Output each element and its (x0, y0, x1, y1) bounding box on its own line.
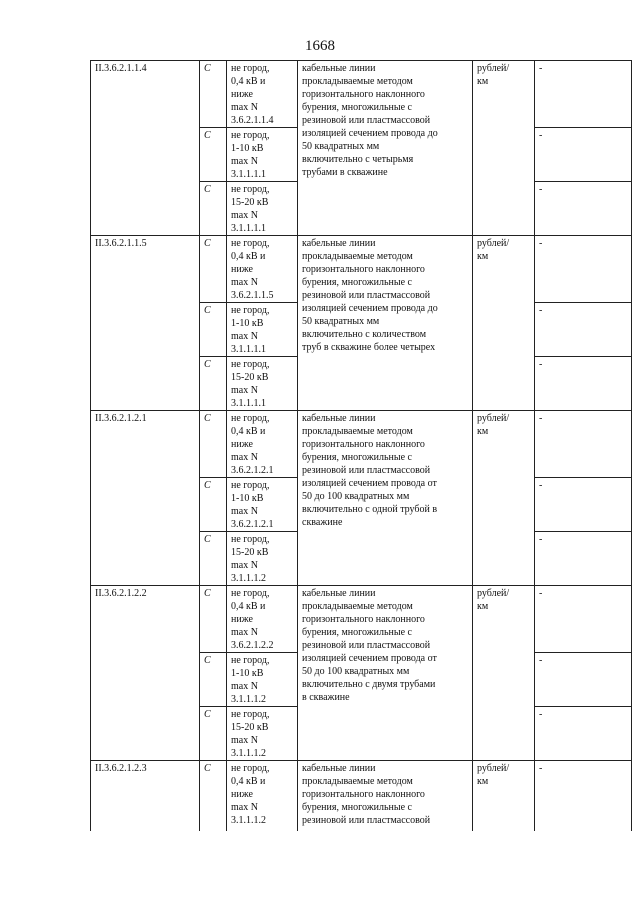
category-letter: С (200, 411, 227, 478)
category-letter: С (200, 532, 227, 586)
voltage-condition: не город, 1-10 кВ max N 3.1.1.1.2 (227, 653, 298, 707)
rate-value: - (535, 357, 632, 411)
voltage-condition: не город, 0,4 кВ и ниже max N 3.6.2.1.2.2 (227, 586, 298, 653)
item-description: кабельные линии прокладываемые методом горизонтального наклонного бурения, многожильные с резиновой или пластмассовой (298, 761, 473, 832)
category-letter: С (200, 182, 227, 236)
table-row (91, 586, 632, 653)
rate-value: - (535, 411, 632, 478)
rate-value: - (535, 707, 632, 761)
voltage-condition: не город, 15-20 кВ max N 3.1.1.1.1 (227, 182, 298, 236)
item-code: II.3.6.2.1.2.3 (91, 761, 200, 832)
category-letter: С (200, 61, 227, 128)
unit-of-measure: рублей/ км (473, 761, 535, 832)
voltage-condition: не город, 1-10 кВ max N 3.1.1.1.1 (227, 128, 298, 182)
voltage-condition: не город, 0,4 кВ и ниже max N 3.6.2.1.1.4 (227, 61, 298, 128)
table-row (91, 761, 632, 832)
rate-value: - (535, 586, 632, 653)
category-letter: С (200, 653, 227, 707)
page-number: 1668 (305, 38, 335, 54)
voltage-condition: не город, 0,4 кВ и ниже max N 3.1.1.1.2 (227, 761, 298, 832)
category-letter: С (200, 478, 227, 532)
unit-of-measure: рублей/ км (473, 61, 535, 236)
rate-value: - (535, 61, 632, 128)
rate-value: - (535, 303, 632, 357)
item-description: кабельные линии прокладываемые методом горизонтального наклонного бурения, многожильные с резиновой или пластмассовой изоляцией сечением провода до 50 квадратных мм включительно с количеством труб в скважине более четырех (298, 236, 473, 411)
voltage-condition: не город, 15-20 кВ max N 3.1.1.1.2 (227, 532, 298, 586)
table-row (91, 61, 632, 128)
rate-value: - (535, 236, 632, 303)
unit-of-measure: рублей/ км (473, 586, 535, 761)
unit-of-measure: рублей/ км (473, 411, 535, 586)
item-code: II.3.6.2.1.1.4 (91, 61, 200, 236)
rate-value: - (535, 761, 632, 832)
category-letter: С (200, 303, 227, 357)
voltage-condition: не город, 15-20 кВ max N 3.1.1.1.2 (227, 707, 298, 761)
voltage-condition: не город, 0,4 кВ и ниже max N 3.6.2.1.2.1 (227, 411, 298, 478)
rate-value: - (535, 128, 632, 182)
item-code: II.3.6.2.1.1.5 (91, 236, 200, 411)
item-code: II.3.6.2.1.2.1 (91, 411, 200, 586)
rate-value: - (535, 182, 632, 236)
rate-value: - (535, 532, 632, 586)
category-letter: С (200, 761, 227, 832)
category-letter: С (200, 128, 227, 182)
table-row (91, 411, 632, 478)
unit-of-measure: рублей/ км (473, 236, 535, 411)
voltage-condition: не город, 15-20 кВ max N 3.1.1.1.1 (227, 357, 298, 411)
category-letter: С (200, 236, 227, 303)
item-description: кабельные линии прокладываемые методом горизонтального наклонного бурения, многожильные с резиновой или пластмассовой изоляцией сечением провода от 50 до 100 квадратных мм включительно с двумя трубами в скважине (298, 586, 473, 761)
category-letter: С (200, 357, 227, 411)
item-description: кабельные линии прокладываемые методом горизонтального наклонного бурения, многожильные с резиновой или пластмассовой изоляцией сечением провода от 50 до 100 квадратных мм включительно с одной трубой в скважине (298, 411, 473, 586)
category-letter: С (200, 586, 227, 653)
item-description: кабельные линии прокладываемые методом горизонтального наклонного бурения, многожильные с резиновой или пластмассовой изоляцией сечением провода до 50 квадратных мм включительно с четырьмя трубами в скважине (298, 61, 473, 236)
voltage-condition: не город, 1-10 кВ max N 3.1.1.1.1 (227, 303, 298, 357)
voltage-condition: не город, 0,4 кВ и ниже max N 3.6.2.1.1.5 (227, 236, 298, 303)
table-row (91, 236, 632, 303)
item-code: II.3.6.2.1.2.2 (91, 586, 200, 761)
tariff-table (90, 60, 632, 831)
category-letter: С (200, 707, 227, 761)
voltage-condition: не город, 1-10 кВ max N 3.6.2.1.2.1 (227, 478, 298, 532)
rate-value: - (535, 478, 632, 532)
rate-value: - (535, 653, 632, 707)
